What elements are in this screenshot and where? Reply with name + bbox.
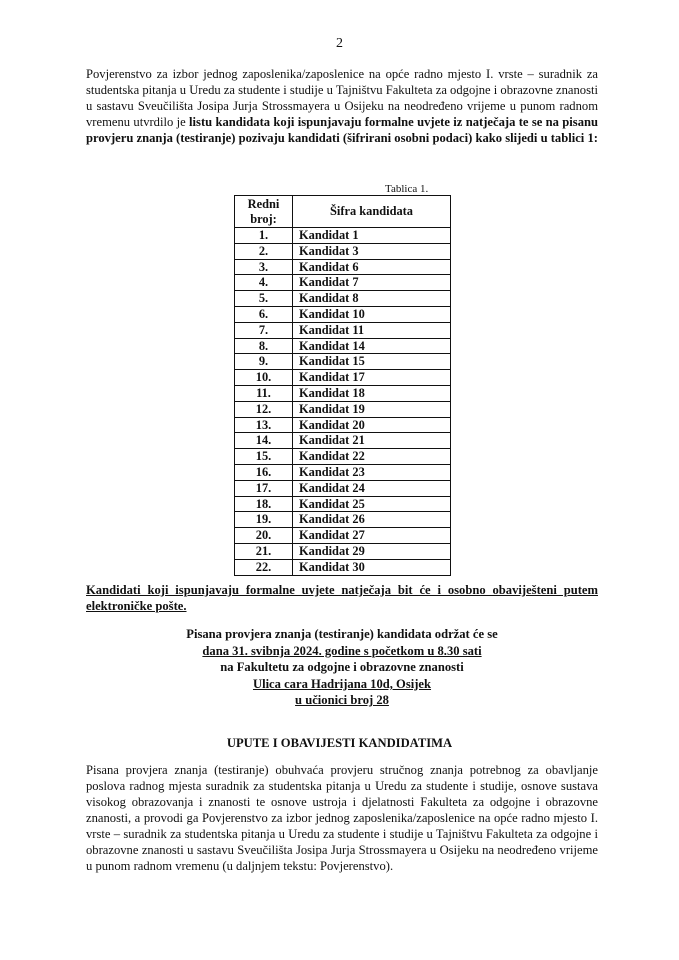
table-row xyxy=(235,228,451,244)
row-candidate-code: Kandidat 19 xyxy=(293,401,451,417)
row-candidate-code: Kandidat 11 xyxy=(293,322,451,338)
row-candidate-code: Kandidat 29 xyxy=(293,543,451,559)
row-ordinal: 2. xyxy=(235,243,293,259)
exam-location: na Fakultetu za odgojne i obrazovne znanosti xyxy=(220,660,464,675)
table-row xyxy=(235,322,451,338)
table-row xyxy=(235,370,451,386)
table-row xyxy=(235,385,451,401)
table-row xyxy=(235,275,451,291)
header-ordinal: Redni broj: xyxy=(235,196,293,228)
intro-paragraph xyxy=(86,66,598,146)
row-ordinal: 3. xyxy=(235,259,293,275)
table-row xyxy=(235,449,451,465)
row-ordinal: 1. xyxy=(235,228,293,244)
table-row xyxy=(235,559,451,575)
email-notice: Kandidati koji ispunjavaju formalne uvjete natječaja bit će i osobno obaviješteni putem elektroničke pošte. xyxy=(86,583,598,613)
row-ordinal: 10. xyxy=(235,370,293,386)
instructions-paragraph: Pisana provjera znanja (testiranje) obuhvaća provjeru stručnog znanja potrebnog za obavljanje poslova radnog mjesta suradnik za studentska pitanja u Uredu za studente i studije, osnove sustava visokog obrazovanja i znanosti te osnove ustroja i djelatnosti Fakulteta za odgojne i obrazovne znanosti, a provodi ga Povjerenstvo za izbor jednog zaposlenika/zaposlenice na opće radno mjesto I. vrste – suradnik za studentska pitanja u Uredu za studente i studije u Tajništvu Fakulteta za odgojne i obrazovne znanosti u sastavu Sveučilišta Josipa Jurja Strossmayera u Osijeku na neodređeno vrijeme u punom radnom vremenu (u daljnjem tekstu: Povjerenstvo). xyxy=(86,763,598,873)
row-ordinal: 16. xyxy=(235,464,293,480)
section-heading: UPUTE I OBAVIJESTI KANDIDATIMA xyxy=(226,736,453,750)
row-candidate-code: Kandidat 18 xyxy=(293,385,451,401)
table-row xyxy=(235,306,451,322)
exam-date: dana 31. svibnja 2024. godine s početkom u 8.30 sati xyxy=(202,643,482,658)
table-row xyxy=(235,496,451,512)
table-header-row xyxy=(235,196,451,228)
row-candidate-code: Kandidat 21 xyxy=(293,433,451,449)
table-row xyxy=(235,480,451,496)
row-ordinal: 15. xyxy=(235,449,293,465)
row-ordinal: 7. xyxy=(235,322,293,338)
row-candidate-code: Kandidat 24 xyxy=(293,480,451,496)
table-row xyxy=(235,528,451,544)
row-candidate-code: Kandidat 22 xyxy=(293,449,451,465)
row-candidate-code: Kandidat 27 xyxy=(293,528,451,544)
table-row xyxy=(235,259,451,275)
row-candidate-code: Kandidat 10 xyxy=(293,306,451,322)
row-candidate-code: Kandidat 14 xyxy=(293,338,451,354)
exam-classroom: u učionici broj 28 xyxy=(295,693,389,708)
header-candidate-code: Šifra kandidata xyxy=(293,196,451,228)
row-candidate-code: Kandidat 23 xyxy=(293,464,451,480)
row-ordinal: 9. xyxy=(235,354,293,370)
row-candidate-code: Kandidat 3 xyxy=(293,243,451,259)
row-ordinal: 19. xyxy=(235,512,293,528)
table-row xyxy=(235,417,451,433)
table-row xyxy=(235,401,451,417)
intro-text: Povjerenstvo za izbor jednog zaposlenika/zaposlenice na opće radno mjesto I. vrste – suradnik za studentska pitanja u Uredu za studente i studije u Tajništvu Fakulteta za odgojne i obrazovne znanosti u sastavu Sveučilišta Josipa Jurja Strossmayera u Osijeku na neodređeno vrijeme u punom radnom vremenu utvrdilo je xyxy=(86,67,598,129)
row-candidate-code: Kandidat 6 xyxy=(293,259,451,275)
row-candidate-code: Kandidat 26 xyxy=(293,512,451,528)
row-candidate-code: Kandidat 20 xyxy=(293,417,451,433)
row-ordinal: 12. xyxy=(235,401,293,417)
row-ordinal: 21. xyxy=(235,543,293,559)
exam-address: Ulica cara Hadrijana 10d, Osijek xyxy=(252,676,432,691)
table-row xyxy=(235,464,451,480)
row-ordinal: 14. xyxy=(235,433,293,449)
row-candidate-code: Kandidat 1 xyxy=(293,228,451,244)
row-candidate-code: Kandidat 8 xyxy=(293,291,451,307)
table-row xyxy=(235,543,451,559)
row-candidate-code: Kandidat 15 xyxy=(293,354,451,370)
table-caption: Tablica 1. xyxy=(385,183,429,195)
row-ordinal: 17. xyxy=(235,480,293,496)
exam-details xyxy=(86,626,598,709)
row-ordinal: 8. xyxy=(235,338,293,354)
table-row xyxy=(235,354,451,370)
row-ordinal: 5. xyxy=(235,291,293,307)
row-ordinal: 18. xyxy=(235,496,293,512)
exam-line-intro: Pisana provjera znanja (testiranje) kandidata održat će se xyxy=(186,627,498,641)
row-candidate-code: Kandidat 7 xyxy=(293,275,451,291)
table-row xyxy=(235,433,451,449)
table-row xyxy=(235,291,451,307)
page-number: 2 xyxy=(336,36,343,51)
row-candidate-code: Kandidat 25 xyxy=(293,496,451,512)
row-ordinal: 13. xyxy=(235,417,293,433)
row-candidate-code: Kandidat 30 xyxy=(293,559,451,575)
table-body xyxy=(235,228,451,576)
row-ordinal: 6. xyxy=(235,306,293,322)
row-ordinal: 22. xyxy=(235,559,293,575)
intro-bold-text: listu kandidata koji ispunjavaju formalne uvjete iz natječaja te se na pisanu provjeru znanja (testiranje) pozivaju kandidati (šifrirani osobni podaci) kako slijedi u tablici 1: xyxy=(86,115,598,145)
row-ordinal: 11. xyxy=(235,385,293,401)
row-candidate-code: Kandidat 17 xyxy=(293,370,451,386)
table-row xyxy=(235,243,451,259)
row-ordinal: 20. xyxy=(235,528,293,544)
table-row xyxy=(235,512,451,528)
candidates-table xyxy=(234,195,451,576)
table-row xyxy=(235,338,451,354)
row-ordinal: 4. xyxy=(235,275,293,291)
